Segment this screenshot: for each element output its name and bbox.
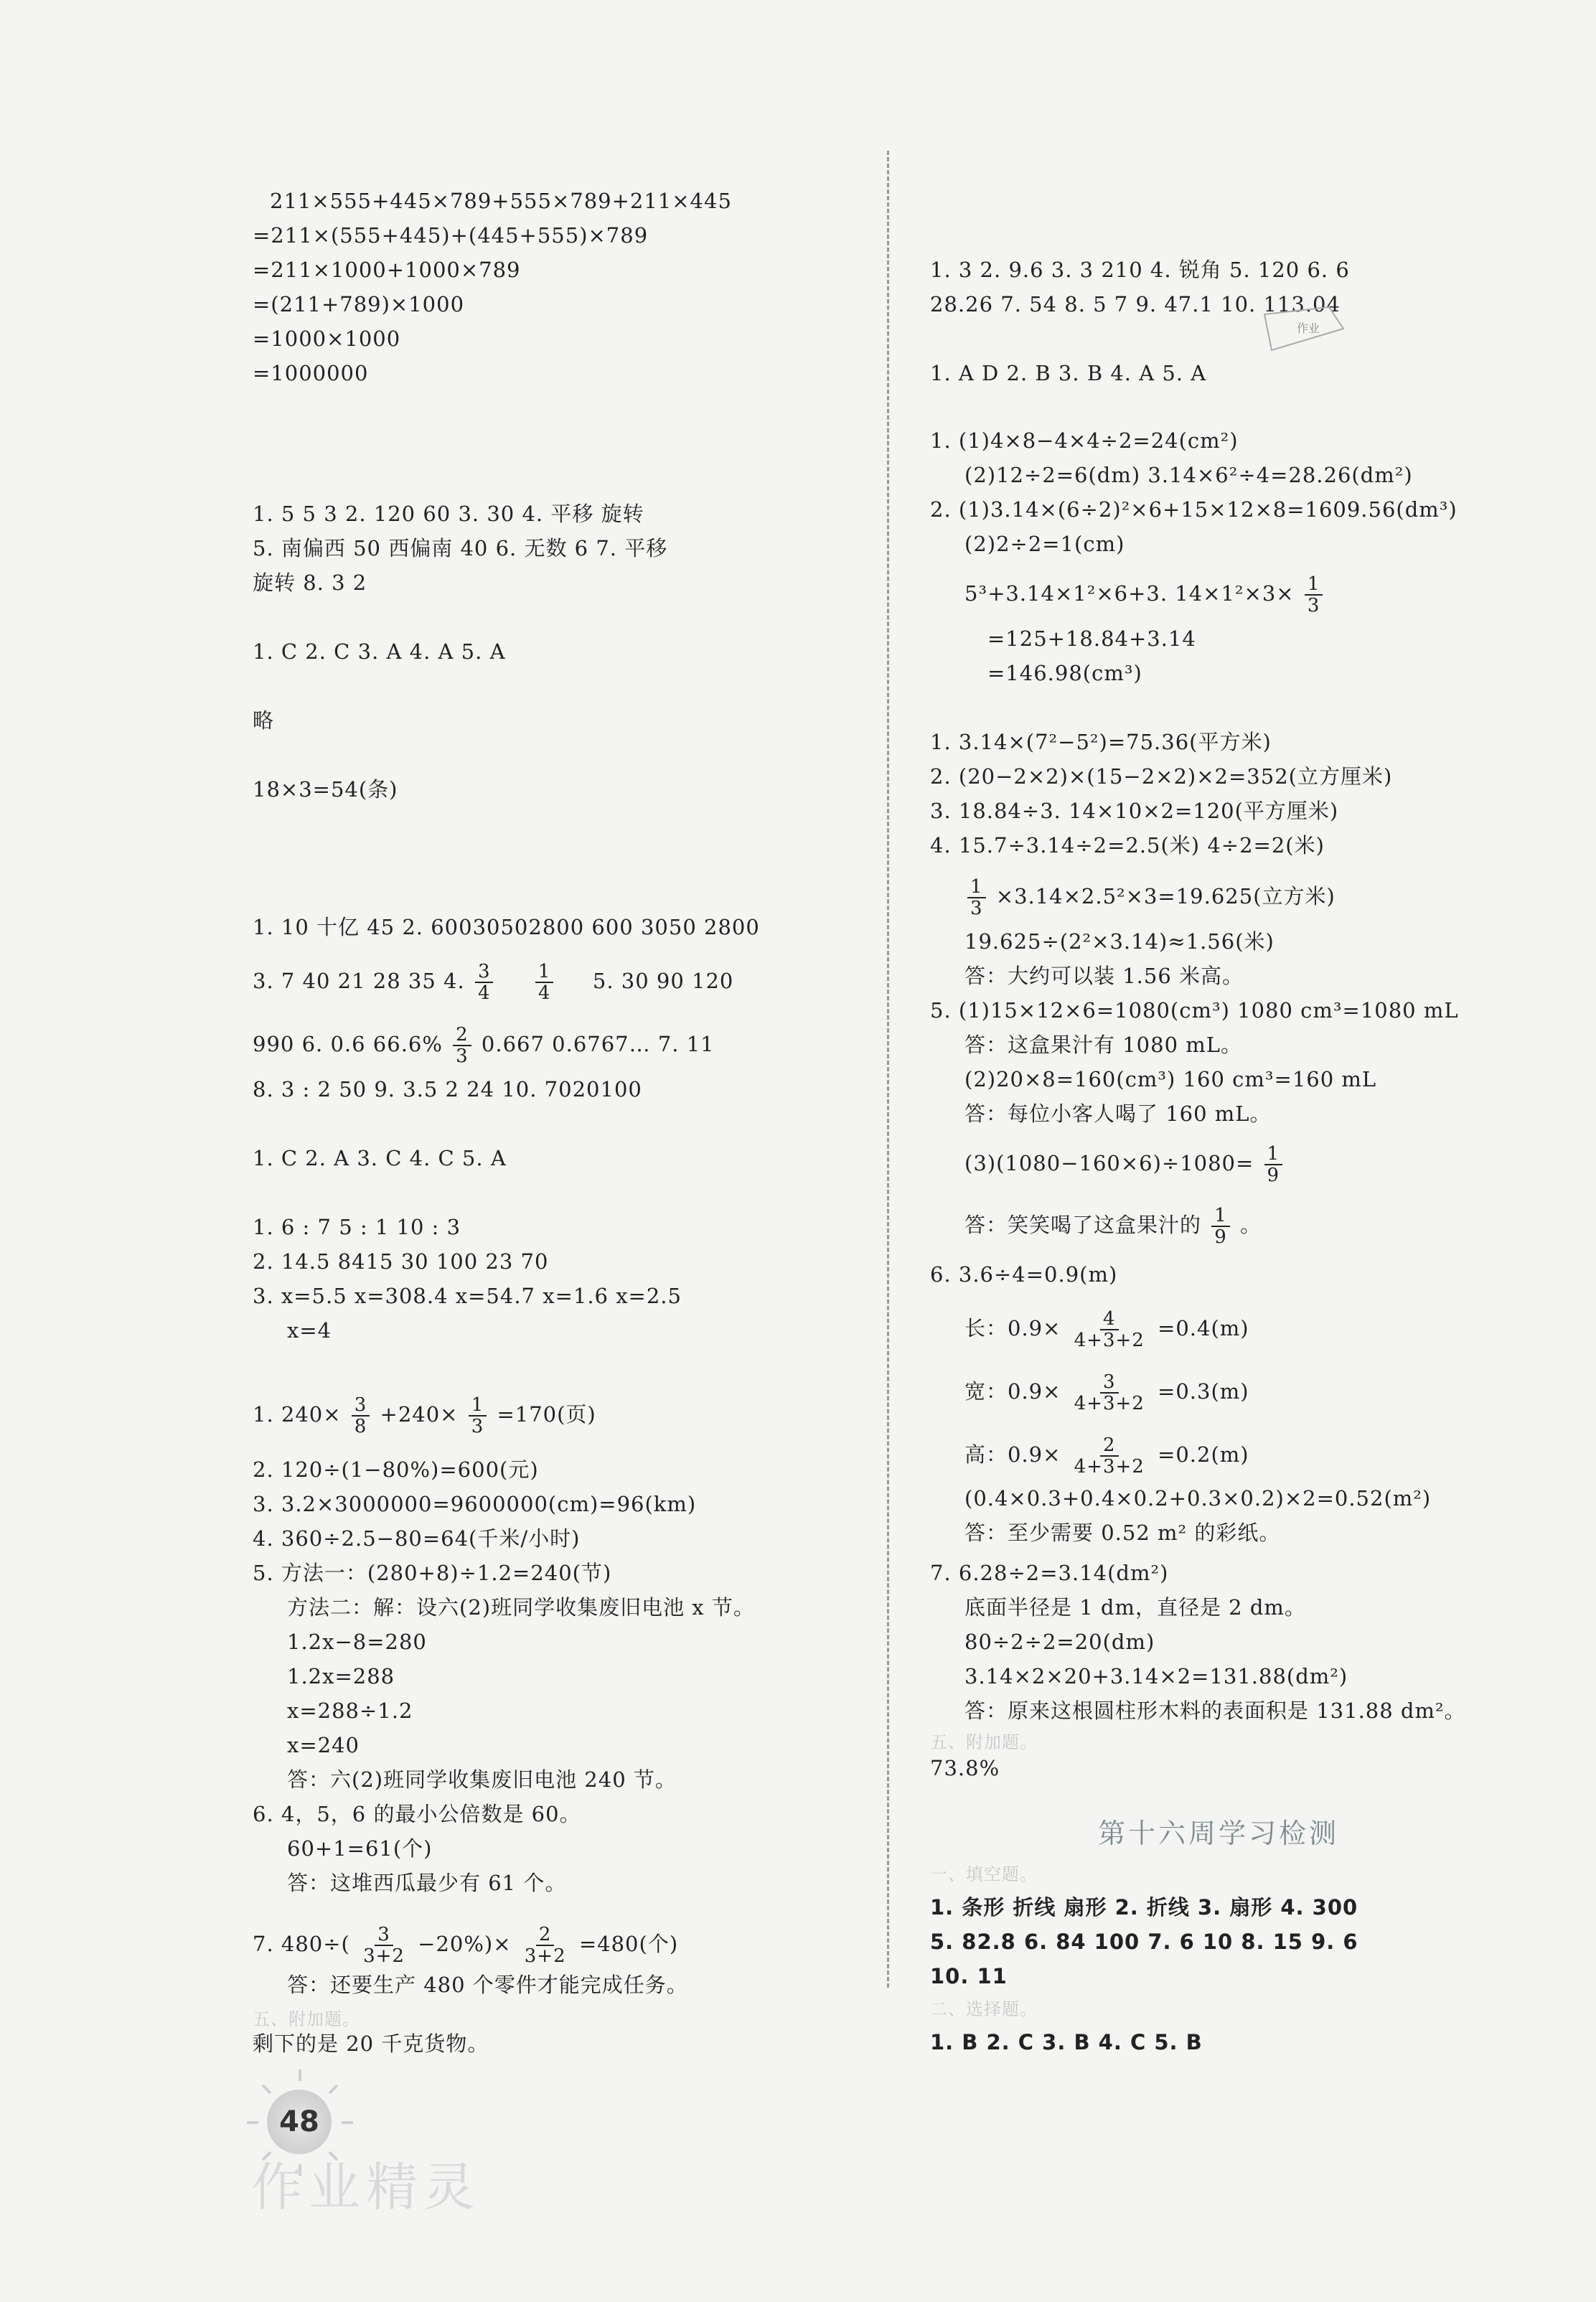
calc-line: (2)2÷2=1(cm) — [964, 532, 1125, 556]
fill-line: 990 6. 0.6 66.6% $\frac{2}{3}$ 0.667 0.6767… 7. 11 — [253, 1024, 715, 1067]
calc-line: =1000×1000 — [253, 326, 401, 351]
ratio-line: x=4 — [287, 1318, 332, 1343]
stamp-icon — [1257, 300, 1351, 365]
app-line: $\frac{1}{3}$ ×3.14×2.5²×3=19.625(立方米) — [964, 877, 1336, 919]
fraction: $\frac{2}{3+2}$ — [524, 1924, 566, 1967]
fraction: $\frac{3}{3+2}$ — [363, 1924, 405, 1967]
calc-line: =211×1000+1000×789 — [253, 258, 521, 282]
ratio-line: 3. x=5.5 x=308.4 x=54.7 x=1.6 x=2.5 — [253, 1284, 682, 1308]
fraction: $\frac{4}{4+3+2}$ — [1074, 1308, 1145, 1351]
app-line: 1. 3.14×(7²−5²)=75.36(平方米) — [930, 730, 1272, 754]
week-title: 第十六周学习检测 — [1098, 1818, 1340, 1849]
app-line: 答：这盒果汁有 1080 mL。 — [964, 1033, 1242, 1057]
calc-line: 211×555+445×789+555×789+211×445 — [270, 189, 732, 213]
fill-line: 旋转 8. 3 2 — [253, 570, 367, 595]
app-line: 答：每位小客人喝了 160 mL。 — [964, 1101, 1272, 1126]
app-line: 底面半径是 1 dm，直径是 2 dm。 — [964, 1595, 1306, 1620]
ratio-line: 2. 14.5 8415 30 100 23 70 — [253, 1249, 549, 1274]
app-line: 答：至少需要 0.52 m² 的彩纸。 — [964, 1521, 1281, 1545]
app-line: 1.2x−8=280 — [287, 1630, 427, 1654]
calc-line: =211×(555+445)+(445+555)×789 — [253, 223, 649, 248]
watermark: 作业精灵 — [251, 2157, 482, 2217]
app-line: 方法二：解：设六(2)班同学收集废旧电池 x 节。 — [287, 1595, 755, 1620]
section-label: 一、填空题。 — [930, 1864, 1038, 1884]
app-line: (3)(1080−160×6)÷1080= $\frac{1}{9}$ — [964, 1144, 1285, 1185]
app-line: 7. 6.28÷2=3.14(dm²) — [930, 1561, 1169, 1585]
calc-line: =1000000 — [253, 361, 369, 385]
fill-line: 1. 5 5 3 2. 120 60 3. 30 4. 平移 旋转 — [253, 502, 644, 526]
answer-line: 18×3=54(条) — [253, 777, 398, 802]
page-number: 48 — [267, 2090, 332, 2154]
calc-line: (2)12÷2=6(dm) 3.14×6²÷4=28.26(dm²) — [964, 463, 1413, 487]
choice-line: 1. C 2. C 3. A 4. A 5. A — [253, 639, 506, 664]
app-line: 答：笑笑喝了这盒果汁的 $\frac{1}{9}$ 。 — [964, 1205, 1262, 1248]
app-line: 2. 120÷(1−80%)=600(元) — [253, 1457, 539, 1482]
section-label: 二、选择题。 — [930, 1999, 1038, 2019]
app-line: 5. 方法一：(280+8)÷1.2=240(节) — [253, 1561, 612, 1585]
app-line: 5. (1)15×12×6=1080(cm³) 1080 cm³=1080 mL — [930, 998, 1459, 1023]
app-line: 长：0.9× $\frac{4}{4+3+2}$ =0.4(m) — [964, 1308, 1249, 1351]
app-line: 答：还要生产 480 个零件才能完成任务。 — [287, 1973, 688, 1997]
app-line: x=240 — [287, 1733, 360, 1757]
fill-line: 1. 条形 折线 扇形 2. 折线 3. 扇形 4. 300 — [930, 1895, 1358, 1920]
fill-line: 5. 南偏西 50 西偏南 40 6. 无数 6 7. 平移 — [253, 536, 668, 560]
calc-line: =125+18.84+3.14 — [987, 626, 1196, 651]
app-line: 答：大约可以装 1.56 米高。 — [964, 964, 1244, 988]
stamp-text: 作业 — [1297, 321, 1320, 335]
calc-line: 2. (1)3.14×(6÷2)²×6+15×12×8=1609.56(dm³) — [930, 497, 1457, 522]
fraction: $\frac{3}{4}$ — [475, 962, 494, 1003]
fraction: $\frac{2}{3}$ — [453, 1025, 471, 1066]
app-line: 1.2x=288 — [287, 1664, 395, 1688]
fill-line: 1. 3 2. 9.6 3. 3 210 4. 锐角 5. 120 6. 6 — [930, 258, 1350, 282]
calc-line: =146.98(cm³) — [987, 661, 1142, 685]
app-line: 7. 480÷( $\frac{3}{3+2}$ −20%)× $\frac{2}{3+2}$ =480(个) — [253, 1924, 679, 1967]
fraction: $\frac{1}{3}$ — [469, 1395, 487, 1437]
app-line: 80÷2÷2=20(dm) — [964, 1630, 1155, 1654]
calc-line: =(211+789)×1000 — [253, 292, 465, 316]
fill-line: 1. 10 十亿 45 2. 60030502800 600 3050 2800 — [253, 915, 760, 939]
fill-line: 5. 82.8 6. 84 100 7. 6 10 8. 15 9. 6 — [930, 1930, 1358, 1954]
fill-line: 3. 7 40 21 28 35 4. $\frac{3}{4}$ $\frac{1}{4}$ 5. 30 90 120 — [253, 961, 734, 1004]
app-line: 60+1=61(个) — [287, 1836, 433, 1861]
fraction: $\frac{2}{4+3+2}$ — [1074, 1434, 1145, 1477]
fraction: $\frac{1}{4}$ — [535, 962, 554, 1003]
app-line: 高：0.9× $\frac{2}{4+3+2}$ =0.2(m) — [964, 1434, 1249, 1477]
fraction: $\frac{1}{9}$ — [1264, 1144, 1283, 1185]
app-line: 答：原来这根圆柱形木料的表面积是 131.88 dm²。 — [964, 1699, 1466, 1723]
app-line: (0.4×0.3+0.4×0.2+0.3×0.2)×2=0.52(m²) — [964, 1486, 1432, 1511]
app-line: 剩下的是 20 千克货物。 — [253, 2031, 489, 2056]
section-label: 五、附加题。 — [930, 1732, 1038, 1752]
fraction: $\frac{1}{9}$ — [1211, 1206, 1230, 1247]
calc-line: 5³+3.14×1²×6+3. 14×1²×3× $\frac{1}{3}$ — [964, 574, 1325, 616]
app-line: 19.625÷(2²×3.14)≈1.56(米) — [964, 929, 1275, 954]
app-line: x=288÷1.2 — [287, 1699, 413, 1723]
app-line: 1. 240× $\frac{3}{8}$ +240× $\frac{1}{3}$ =170(页) — [253, 1394, 596, 1437]
app-line: 4. 360÷2.5−80=64(千米/小时) — [253, 1526, 581, 1551]
calc-line: 1. (1)4×8−4×4÷2=24(cm²) — [930, 428, 1239, 453]
choice-line: 1. C 2. A 3. C 4. C 5. A — [253, 1146, 507, 1170]
app-line: 4. 15.7÷3.14÷2=2.5(米) 4÷2=2(米) — [930, 833, 1325, 858]
fraction: $\frac{3}{4+3+2}$ — [1074, 1371, 1145, 1414]
choice-line: 1. B 2. C 3. B 4. C 5. B — [930, 2030, 1203, 2054]
app-line: 答：这堆西瓜最少有 61 个。 — [287, 1871, 567, 1895]
app-line: 2. (20−2×2)×(15−2×2)×2=352(立方厘米) — [930, 764, 1393, 789]
column-divider — [887, 151, 889, 1988]
app-line: 宽：0.9× $\frac{3}{4+3+2}$ =0.3(m) — [964, 1371, 1249, 1414]
section-label: 五、附加题。 — [253, 2009, 360, 2029]
fill-line: 8. 3 : 2 50 9. 3.5 2 24 10. 7020100 — [253, 1077, 642, 1101]
app-line: 6. 3.6÷4=0.9(m) — [930, 1262, 1118, 1287]
fraction: $\frac{1}{3}$ — [1305, 574, 1323, 616]
fraction: $\frac{1}{3}$ — [967, 877, 986, 919]
fill-line: 10. 11 — [930, 1964, 1008, 1988]
fill-line: 28.26 7. 54 8. 5 7 9. 47.1 10. 113.04 — [930, 292, 1341, 316]
app-line: 答：六(2)班同学收集废旧电池 240 节。 — [287, 1767, 677, 1792]
app-line: 6. 4，5，6 的最小公倍数是 60。 — [253, 1802, 581, 1826]
choice-line: 1. A D 2. B 3. B 4. A 5. A — [930, 361, 1207, 385]
app-line: 3.14×2×20+3.14×2=131.88(dm²) — [964, 1664, 1348, 1688]
ratio-line: 1. 6 : 7 5 : 1 10 : 3 — [253, 1215, 461, 1239]
app-line: (2)20×8=160(cm³) 160 cm³=160 mL — [964, 1067, 1377, 1091]
app-line: 73.8% — [930, 1756, 1000, 1780]
app-line: 3. 3.2×3000000=9600000(cm)=96(km) — [253, 1492, 697, 1516]
app-line: 3. 18.84÷3. 14×10×2=120(平方厘米) — [930, 799, 1339, 823]
fraction: $\frac{3}{8}$ — [352, 1395, 370, 1437]
answer-line: 略 — [253, 708, 275, 733]
